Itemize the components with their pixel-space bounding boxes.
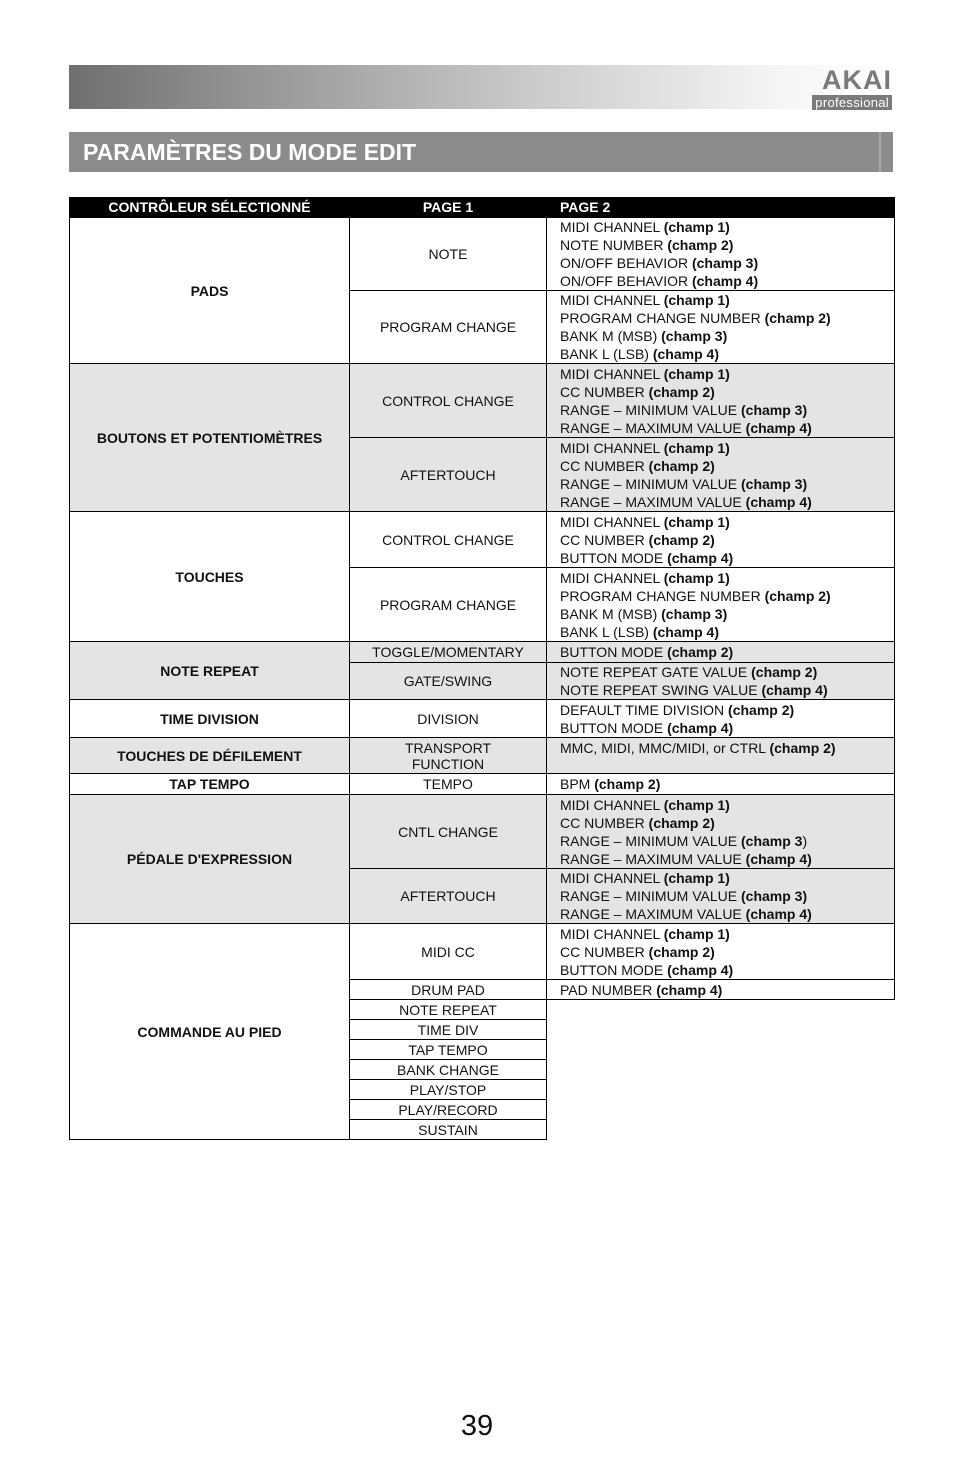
parameter-name: BANK M (MSB) [560,605,662,622]
parameter-line [560,531,894,549]
page2-cell [547,980,895,1000]
parameter-line [560,309,894,327]
table-row [70,218,895,291]
empty-cell [547,1120,895,1140]
parameter-line [560,439,894,457]
field-ref: (champ 2) [648,943,715,960]
table-row [70,795,895,869]
field-ref: (champ 1) [663,870,730,886]
field-ref: (champ 2) [764,310,831,326]
page1-cell: NOTE REPEAT [350,1000,547,1020]
parameter-line [560,663,894,681]
parameter-name: RANGE – MAXIMUM VALUE [560,419,746,436]
parameter-line [560,887,894,905]
controller-note-repeat: NOTE REPEAT [70,642,350,700]
empty-cell [547,1000,895,1020]
field-ref: (champ 4) [656,981,723,998]
field-ref: (champ 1) [663,219,730,235]
field-ref: (champ 4) [652,623,719,640]
parameter-line [560,327,894,345]
parameter-name: ON/OFF BEHAVIOR [560,273,692,289]
edit-mode-parameters-table [69,197,895,1140]
parameter-name: BUTTON MODE [560,644,668,660]
page1-cell: TEMPO [350,774,547,795]
field-ref: (champ 2) [751,664,818,680]
parameter-suffix: ) [802,832,808,849]
parameter-line [560,850,894,868]
parameter-line [560,291,894,309]
table-row [70,642,895,663]
field-ref: (champ 2) [667,644,734,660]
empty-cell [547,1060,895,1080]
header-page2: PAGE 2 [547,198,895,218]
page2-cell [547,218,895,291]
section-title-bar [69,132,893,172]
table-row [70,700,895,738]
field-ref: (champ 1) [663,796,730,813]
page2-cell [547,738,895,774]
parameter-name: NOTE REPEAT GATE VALUE [560,664,752,680]
parameter-name: MIDI CHANNEL [560,870,664,886]
parameter-name: MIDI CHANNEL [560,569,664,586]
parameter-name: CC NUMBER [560,457,649,474]
page2-cell [547,795,895,869]
table-row [70,738,895,774]
parameter-line [560,236,894,254]
page2-cell [547,663,895,700]
parameter-line [560,365,894,383]
table-row [70,774,895,795]
parameter-name: MIDI CHANNEL [560,513,664,530]
parameter-line [560,719,894,737]
field-ref: (champ 3) [691,255,759,271]
parameter-name: RANGE – MINIMUM VALUE [560,888,741,904]
field-ref: (champ 1) [663,569,730,586]
field-ref: (champ 4) [667,961,734,978]
parameter-name: MIDI CHANNEL [560,796,664,813]
page1-cell: MIDI CC [350,924,547,980]
page2-cell [547,869,895,924]
parameter-line [560,345,894,363]
table-row [70,924,895,980]
parameter-line [560,587,894,605]
page-number: 39 [460,1410,494,1442]
field-ref: (champ 2) [728,701,795,718]
field-ref: (champ 1) [663,439,730,456]
page1-cell: CONTROL CHANGE [350,512,547,568]
empty-cell [547,1080,895,1100]
parameter-line [560,475,894,493]
page1-cell: PROGRAM CHANGE [350,568,547,642]
page1-cell: PROGRAM CHANGE [350,291,547,364]
page1-cell: NOTE [350,218,547,291]
title-bar-divider [879,132,881,172]
parameter-name: PROGRAM CHANGE NUMBER [560,587,765,604]
parameter-name: MIDI CHANNEL [560,292,664,308]
header-controller: CONTRÔLEUR SÉLECTIONNÉ [70,198,350,218]
page1-cell: BANK CHANGE [350,1060,547,1080]
header-bar [69,65,894,109]
parameter-name: NOTE NUMBER [560,237,668,253]
parameter-name: NOTE REPEAT SWING VALUE [560,682,762,698]
parameter-name: MMC, MIDI, MMC/MIDI, or CTRL [560,740,770,756]
parameter-line [560,681,894,699]
empty-cell [547,1020,895,1040]
parameter-line [560,493,894,511]
parameter-name: RANGE – MINIMUM VALUE [560,401,741,418]
parameter-line [560,869,894,887]
field-ref: (champ 4) [745,906,812,922]
page2-cell [547,364,895,438]
empty-cell [547,1100,895,1120]
page1-cell: AFTERTOUCH [350,869,547,924]
controller-time-division: TIME DIVISION [70,700,350,738]
parameter-name: PROGRAM CHANGE NUMBER [560,310,765,326]
parameter-line [560,383,894,401]
controller-keys: TOUCHES [70,512,350,642]
page2-cell [547,291,895,364]
page2-cell [547,512,895,568]
page1-cell: GATE/SWING [350,663,547,700]
header-page1: PAGE 1 [350,198,547,218]
controller-tap-tempo: TAP TEMPO [70,774,350,795]
parameter-line [560,218,894,236]
page1-cell: TAP TEMPO [350,1040,547,1060]
parameter-line [560,623,894,641]
parameter-name: PAD NUMBER [560,981,657,998]
field-ref: (champ 4) [761,682,828,698]
field-ref: (champ 3) [741,888,808,904]
field-ref: (champ 4) [667,549,734,566]
parameter-name: BPM [560,776,595,792]
field-ref: (champ 2) [648,814,715,831]
page1-cell: DRUM PAD [350,980,547,1000]
controller-footswitch: COMMANDE AU PIED [70,924,350,1140]
page1-line: TRANSPORT [404,739,492,756]
parameter-name: DEFAULT TIME DIVISION [560,701,729,718]
page1-cell: CNTL CHANGE [350,795,547,869]
parameter-line [560,513,894,531]
parameter-line [560,605,894,623]
parameter-line [560,401,894,419]
field-ref: (champ 3) [661,605,728,622]
parameter-name: BUTTON MODE [560,719,668,736]
parameter-name: CC NUMBER [560,383,649,400]
parameter-name: RANGE – MAXIMUM VALUE [560,906,746,922]
parameter-line [560,419,894,437]
parameter-line [560,775,894,793]
parameter-name: CC NUMBER [560,531,649,548]
page1-line: FUNCTION [411,755,485,772]
parameter-line [560,832,894,850]
page2-cell [547,774,895,795]
table-row [70,364,895,438]
page1-cell: CONTROL CHANGE [350,364,547,438]
field-ref: (champ 4) [652,346,719,362]
field-ref: (champ 3) [741,475,808,492]
parameter-line [560,814,894,832]
page1-cell [350,738,547,774]
logo-wordmark: AKAI [822,65,892,95]
field-ref: (champ 2) [648,531,715,548]
parameter-name: CC NUMBER [560,943,649,960]
parameter-line [560,254,894,272]
table-header-row [70,198,895,218]
parameter-name: BUTTON MODE [560,961,668,978]
page1-cell: TOGGLE/MOMENTARY [350,642,547,663]
field-ref: (champ 4) [691,273,759,289]
field-ref: (champ 1) [663,513,730,530]
page1-cell: DIVISION [350,700,547,738]
field-ref: (champ 2) [764,587,831,604]
parameter-line [560,925,894,943]
parameter-line [560,905,894,923]
parameter-name: RANGE – MINIMUM VALUE [560,832,741,849]
parameter-name: MIDI CHANNEL [560,219,664,235]
parameter-line [560,643,894,661]
field-ref: (champ 4) [745,850,812,867]
field-ref: (champ 2) [594,776,661,792]
parameter-line [560,569,894,587]
field-ref: (champ 3) [661,328,728,344]
parameter-line [560,961,894,979]
akai-logo [784,65,894,110]
page2-cell [547,438,895,512]
field-ref: (champ 4) [745,493,812,510]
parameter-name: BANK L (LSB) [560,346,653,362]
parameter-line [560,796,894,814]
logo-subtitle: professional [812,95,892,110]
page2-cell [547,642,895,663]
page1-cell: PLAY/STOP [350,1080,547,1100]
field-ref: (champ 3 [741,832,803,849]
parameter-name: BANK L (LSB) [560,623,653,640]
parameter-name: MIDI CHANNEL [560,925,664,942]
field-ref: (champ 2) [648,383,715,400]
parameter-name: CC NUMBER [560,814,649,831]
field-ref: (champ 2) [648,457,715,474]
page-title: PARAMÈTRES DU MODE EDIT [83,139,417,165]
controller-pads: PADS [70,218,350,364]
parameter-line [560,739,894,757]
field-ref: (champ 1) [663,925,730,942]
parameter-name: BANK M (MSB) [560,328,662,344]
field-ref: (champ 1) [663,365,730,382]
page1-cell: TIME DIV [350,1020,547,1040]
parameter-name: RANGE – MINIMUM VALUE [560,475,741,492]
field-ref: (champ 2) [667,237,734,253]
parameter-line [560,981,894,999]
controller-knobs: BOUTONS ET POTENTIOMÈTRES [70,364,350,512]
parameter-line [560,701,894,719]
parameter-name: MIDI CHANNEL [560,365,664,382]
field-ref: (champ 2) [769,740,836,756]
table-row [70,512,895,568]
parameter-name: BUTTON MODE [560,549,668,566]
parameter-name: RANGE – MAXIMUM VALUE [560,850,746,867]
controller-scroll-keys: TOUCHES DE DÉFILEMENT [70,738,350,774]
page1-cell: PLAY/RECORD [350,1100,547,1120]
field-ref: (champ 3) [741,401,808,418]
empty-cell [547,1040,895,1060]
controller-expression-pedal: PÉDALE D'EXPRESSION [70,795,350,924]
page1-cell: AFTERTOUCH [350,438,547,512]
parameter-name: RANGE – MAXIMUM VALUE [560,493,746,510]
parameter-name: ON/OFF BEHAVIOR [560,255,692,271]
page2-cell [547,700,895,738]
field-ref: (champ 4) [745,419,812,436]
parameter-line [560,549,894,567]
parameter-line [560,943,894,961]
parameter-line [560,272,894,290]
page2-cell [547,568,895,642]
page1-cell: SUSTAIN [350,1120,547,1140]
field-ref: (champ 1) [663,292,730,308]
field-ref: (champ 4) [667,719,734,736]
parameter-line [560,457,894,475]
parameter-name: MIDI CHANNEL [560,439,664,456]
page2-cell [547,924,895,980]
